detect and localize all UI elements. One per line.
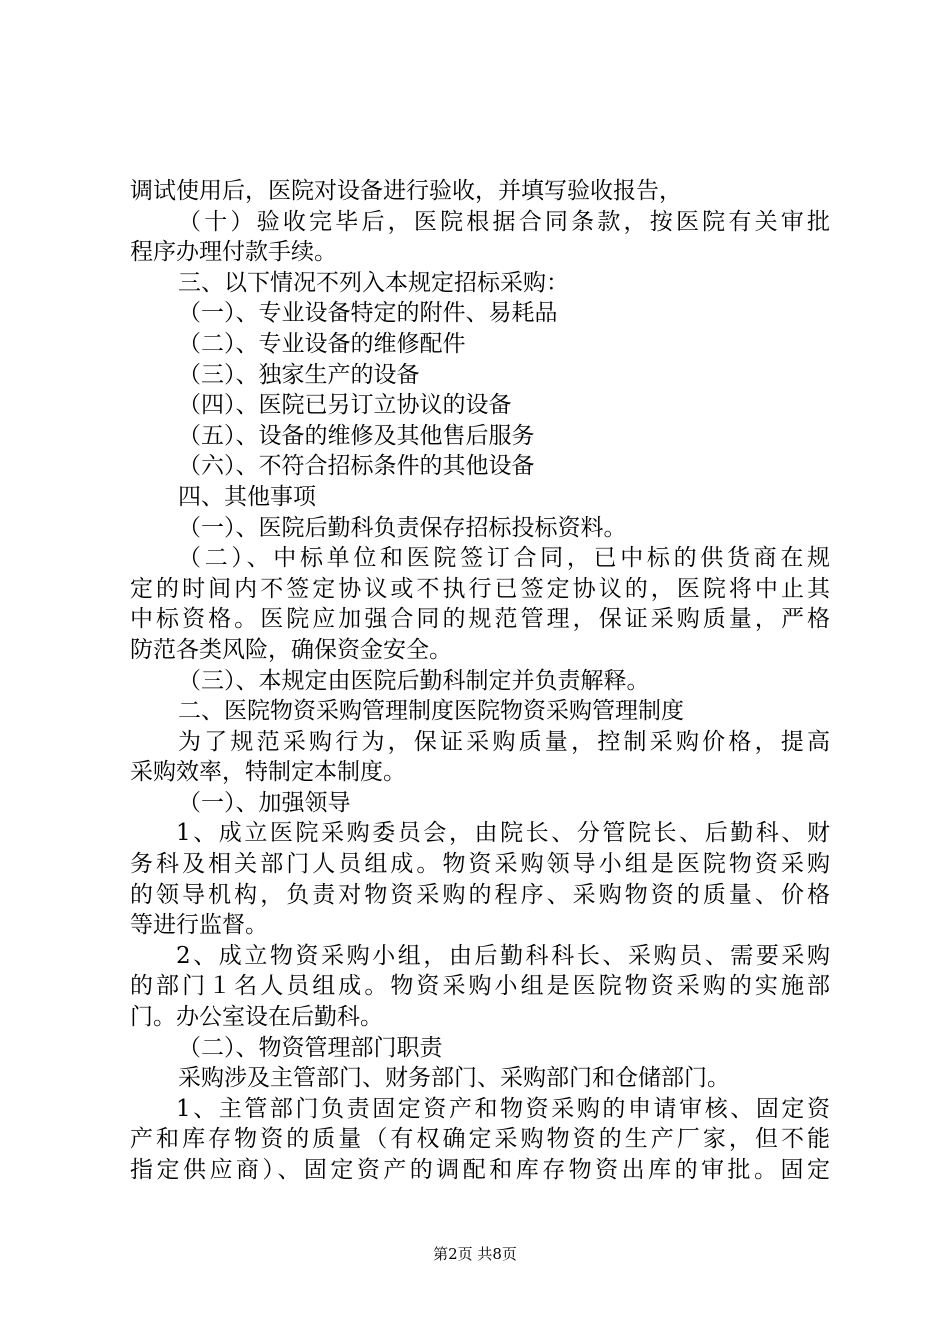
paragraph-line: 1、主管部门负责固定资产和物资采购的申请审核、固定资	[176, 1095, 830, 1122]
document-body	[130, 176, 830, 1186]
list-item: （三）、本规定由医院后勤科制定并负责解释。	[178, 667, 650, 694]
list-item: （三）、独家生产的设备	[178, 361, 420, 388]
paragraph-line: 定的时间内不签定协议或不执行已签定协议的，医院将中止其	[130, 575, 830, 602]
paragraph-line: 防范各类风险，确保资金安全。	[130, 636, 452, 663]
paragraph-line: 务科及相关部门人员组成。物资采购领导小组是医院物资采购	[130, 851, 830, 878]
list-item: （六）、不符合招标条件的其他设备	[178, 453, 535, 480]
paragraph-line: （十）验收完毕后，医院根据合同条款，按医院有关审批	[178, 208, 830, 235]
paragraph-line: 等进行监督。	[130, 912, 268, 939]
subsection-heading: （一）、加强领导	[178, 789, 351, 816]
paragraph-line: 中标资格。医院应加强合同的规范管理，保证采购质量，严格	[130, 606, 830, 633]
subsection-heading: （二）、物资管理部门职责	[178, 1034, 443, 1061]
list-item: （二）、专业设备的维修配件	[178, 330, 466, 357]
paragraph-line: 的领导机构，负责对物资采购的程序、采购物资的质量、价格	[130, 881, 830, 908]
paragraph-line: 采购涉及主管部门、财务部门、采购部门和仓储部门。	[178, 1065, 730, 1092]
section-heading: 三、以下情况不列入本规定招标采购：	[178, 269, 569, 296]
paragraph-line: 1、成立医院采购委员会，由院长、分管院长、后勤科、财	[176, 820, 830, 847]
paragraph-line: （二）、中标单位和医院签订合同，已中标的供货商在规	[178, 545, 830, 572]
paragraph-line: 2、成立物资采购小组，由后勤科科长、采购员、需要采购	[176, 942, 830, 969]
paragraph-line: 为了规范采购行为，保证采购质量，控制采购价格，提高	[178, 728, 830, 755]
paragraph-line: 调试使用后，医院对设备进行验收，并填写验收报告，	[130, 178, 682, 204]
list-item: （四）、医院已另订立协议的设备	[178, 392, 512, 419]
list-item: （五）、设备的维修及其他售后服务	[178, 422, 535, 449]
paragraph-line: 程序办理付款手续。	[130, 239, 337, 266]
list-item: （一）、专业设备特定的附件、易耗品	[178, 300, 558, 327]
page-number-footer: 第2页 共8页	[433, 1245, 517, 1263]
paragraph-line: 采购效率，特制定本制度。	[130, 759, 406, 786]
paragraph-line: 产和库存物资的质量（有权确定采购物资的生产厂家，但不能	[130, 1126, 830, 1153]
paragraph-line: 的部门１名人员组成。物资采购小组是医院物资采购的实施部	[130, 973, 830, 1000]
list-item: （一）、医院后勤科负责保存招标投标资料。	[178, 514, 627, 541]
section-heading: 二、医院物资采购管理制度医院物资采购管理制度	[178, 698, 684, 725]
section-heading: 四、其他事项	[178, 483, 316, 510]
paragraph-line: 门。办公室设在后勤科。	[130, 1004, 383, 1031]
paragraph-line: 指定供应商）、固定资产的调配和库存物资出库的审批。固定	[130, 1157, 830, 1183]
